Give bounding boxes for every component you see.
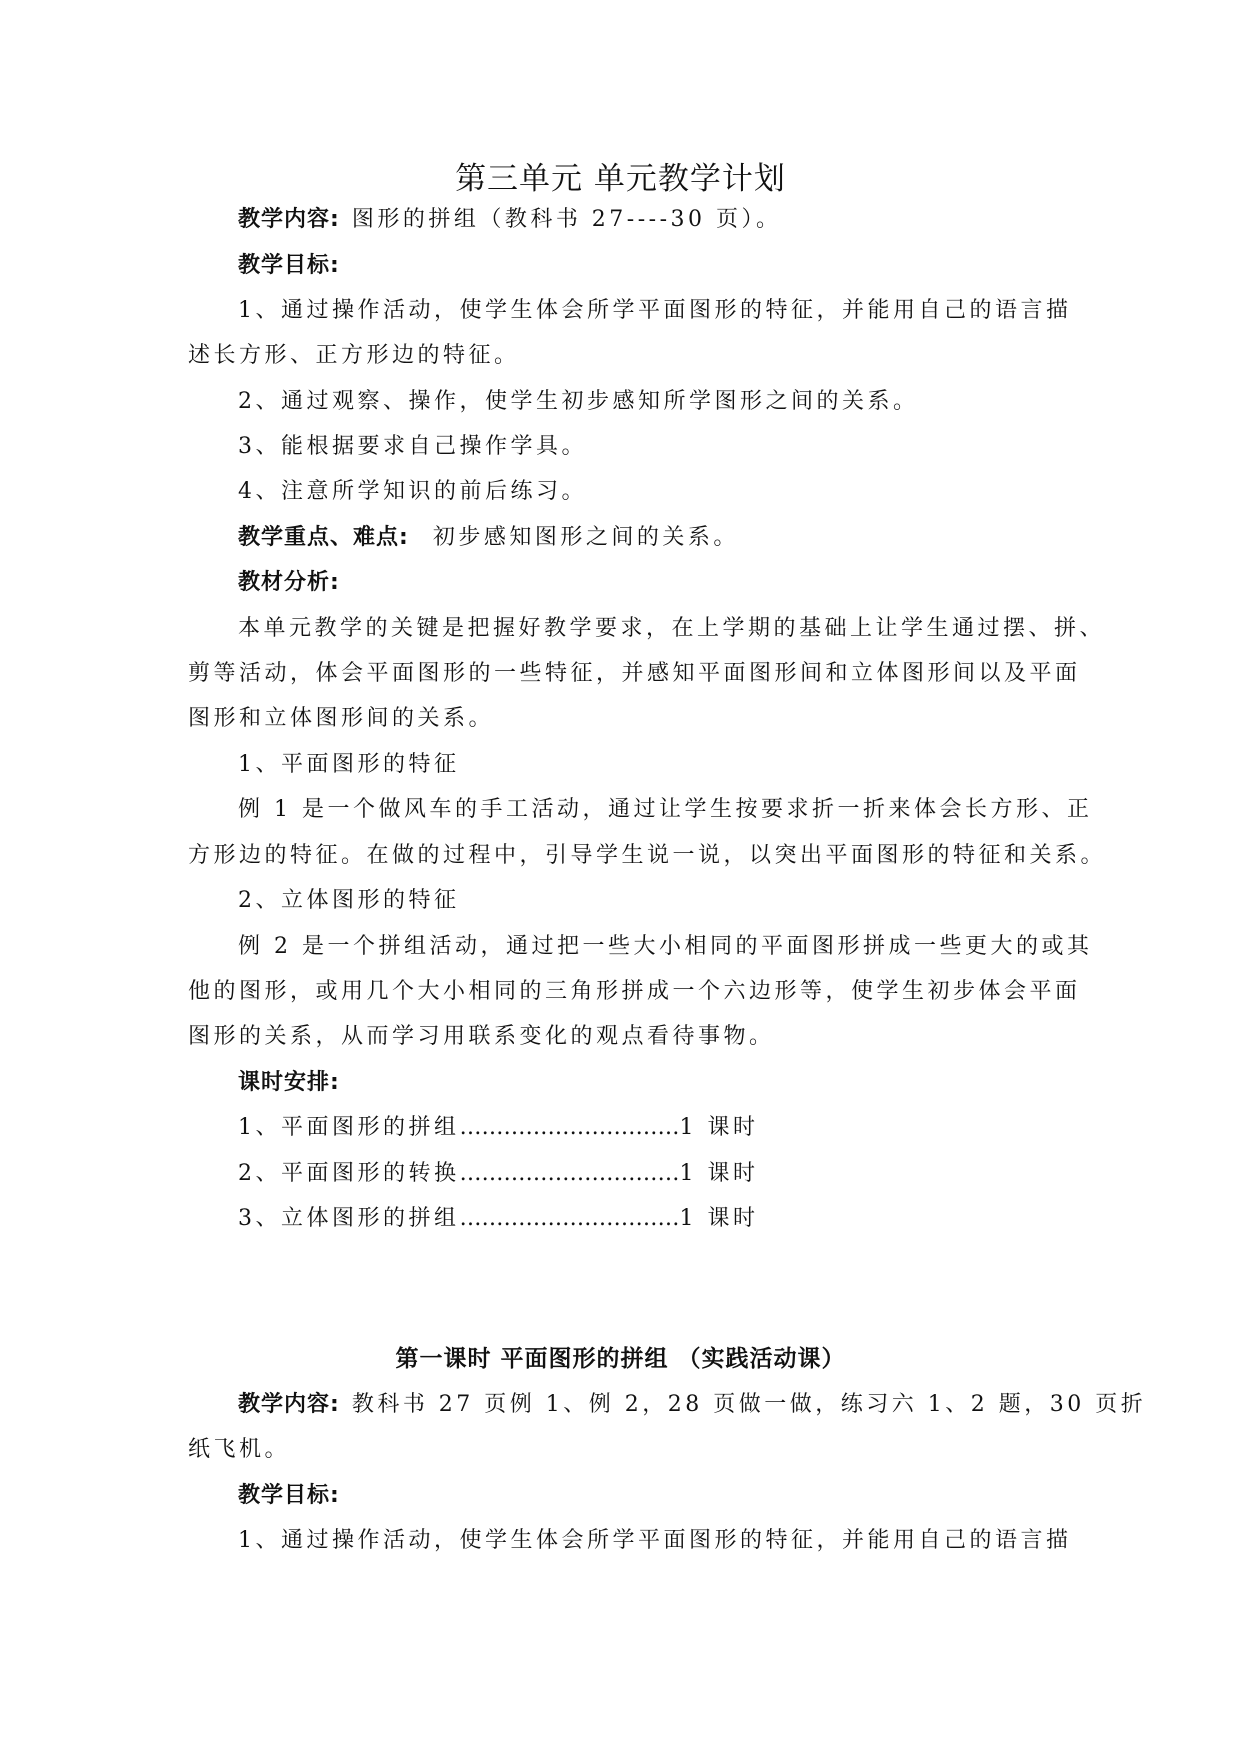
schedule-item xyxy=(238,1159,1098,1189)
sec2-a: 例 2 是一个拼组活动，通过把一些大小相同的平面图形拼成一些更大的或其 xyxy=(238,934,1093,959)
unit-key-label: 教学重点、难点: xyxy=(238,525,409,550)
schedule-item-name: 1、平面图形的拼组 xyxy=(238,1115,460,1140)
schedule-item-dots: ………………………… xyxy=(459,1161,680,1186)
schedule-item-dots: ………………………… xyxy=(459,1206,680,1231)
lesson-title: 第一课时 平面图形的拼组 （实践活动课） xyxy=(395,1346,846,1372)
schedule-label: 课时安排: xyxy=(238,1070,340,1095)
schedule-item-name: 3、立体图形的拼组 xyxy=(238,1206,460,1231)
unit-analysis-label: 教材分析: xyxy=(238,570,340,595)
unit-goal-1b: 述长方形、正方形边的特征。 xyxy=(188,343,520,368)
sec1-b: 方形边的特征。在做的过程中，引导学生说一说，以突出平面图形的特征和关系。 xyxy=(188,843,1107,868)
unit-content-label: 教学内容: xyxy=(238,207,340,232)
sec2-b: 他的图形，或用几个大小相同的三角形拼成一个六边形等，使学生初步体会平面 xyxy=(188,979,1081,1004)
unit-key-text: 初步感知图形之间的关系。 xyxy=(432,525,739,550)
lesson-content-line xyxy=(238,1390,1147,1420)
sec2-head: 2、立体图形的特征 xyxy=(238,888,460,913)
sec1-head: 1、平面图形的特征 xyxy=(238,752,460,777)
lesson-goal-1a: 1、通过操作活动，使学生体会所学平面图形的特征，并能用自己的语言描 xyxy=(238,1528,1072,1553)
lesson-content-b: 纸飞机。 xyxy=(188,1437,291,1462)
lesson-goals-label: 教学目标: xyxy=(238,1483,340,1508)
unit-goals-label: 教学目标: xyxy=(238,253,340,278)
unit-title: 第三单元 单元教学计划 xyxy=(455,161,786,197)
analysis-p1-a: 本单元教学的关键是把握好教学要求，在上学期的基础上让学生通过摆、拼、 xyxy=(238,616,1106,641)
schedule-item-dots: ………………………… xyxy=(459,1115,680,1140)
schedule-item-hours: 1 课时 xyxy=(679,1115,759,1140)
sec2-c: 图形的关系，从而学习用联系变化的观点看待事物。 xyxy=(188,1024,775,1049)
unit-content-line xyxy=(238,205,1098,235)
schedule-item xyxy=(238,1113,1098,1143)
unit-goal-1a: 1、通过操作活动，使学生体会所学平面图形的特征，并能用自己的语言描 xyxy=(238,298,1072,323)
lesson-content-label: 教学内容: xyxy=(238,1392,340,1417)
schedule-item-name: 2、平面图形的转换 xyxy=(238,1161,460,1186)
schedule-item-hours: 1 课时 xyxy=(679,1206,759,1231)
schedule-item-hours: 1 课时 xyxy=(679,1161,759,1186)
unit-key-line xyxy=(238,523,1098,553)
unit-content-text: 图形的拼组（教科书 27----30 页）。 xyxy=(351,207,782,232)
analysis-p1-c: 图形和立体图形间的关系。 xyxy=(188,706,495,731)
lesson-content-text: 教科书 27 页例 1、例 2，28 页做一做，练习六 1、2 题，30 页折 xyxy=(351,1392,1147,1417)
unit-goal-4: 4、注意所学知识的前后练习。 xyxy=(238,479,587,504)
analysis-p1-b: 剪等活动，体会平面图形的一些特征，并感知平面图形间和立体图形间以及平面 xyxy=(188,661,1081,686)
unit-goal-2: 2、通过观察、操作，使学生初步感知所学图形之间的关系。 xyxy=(238,389,919,414)
unit-goal-3: 3、能根据要求自己操作学具。 xyxy=(238,434,587,459)
schedule-item xyxy=(238,1204,1098,1234)
sec1-a: 例 1 是一个做风车的手工活动，通过让学生按要求折一折来体会长方形、正 xyxy=(238,797,1093,822)
